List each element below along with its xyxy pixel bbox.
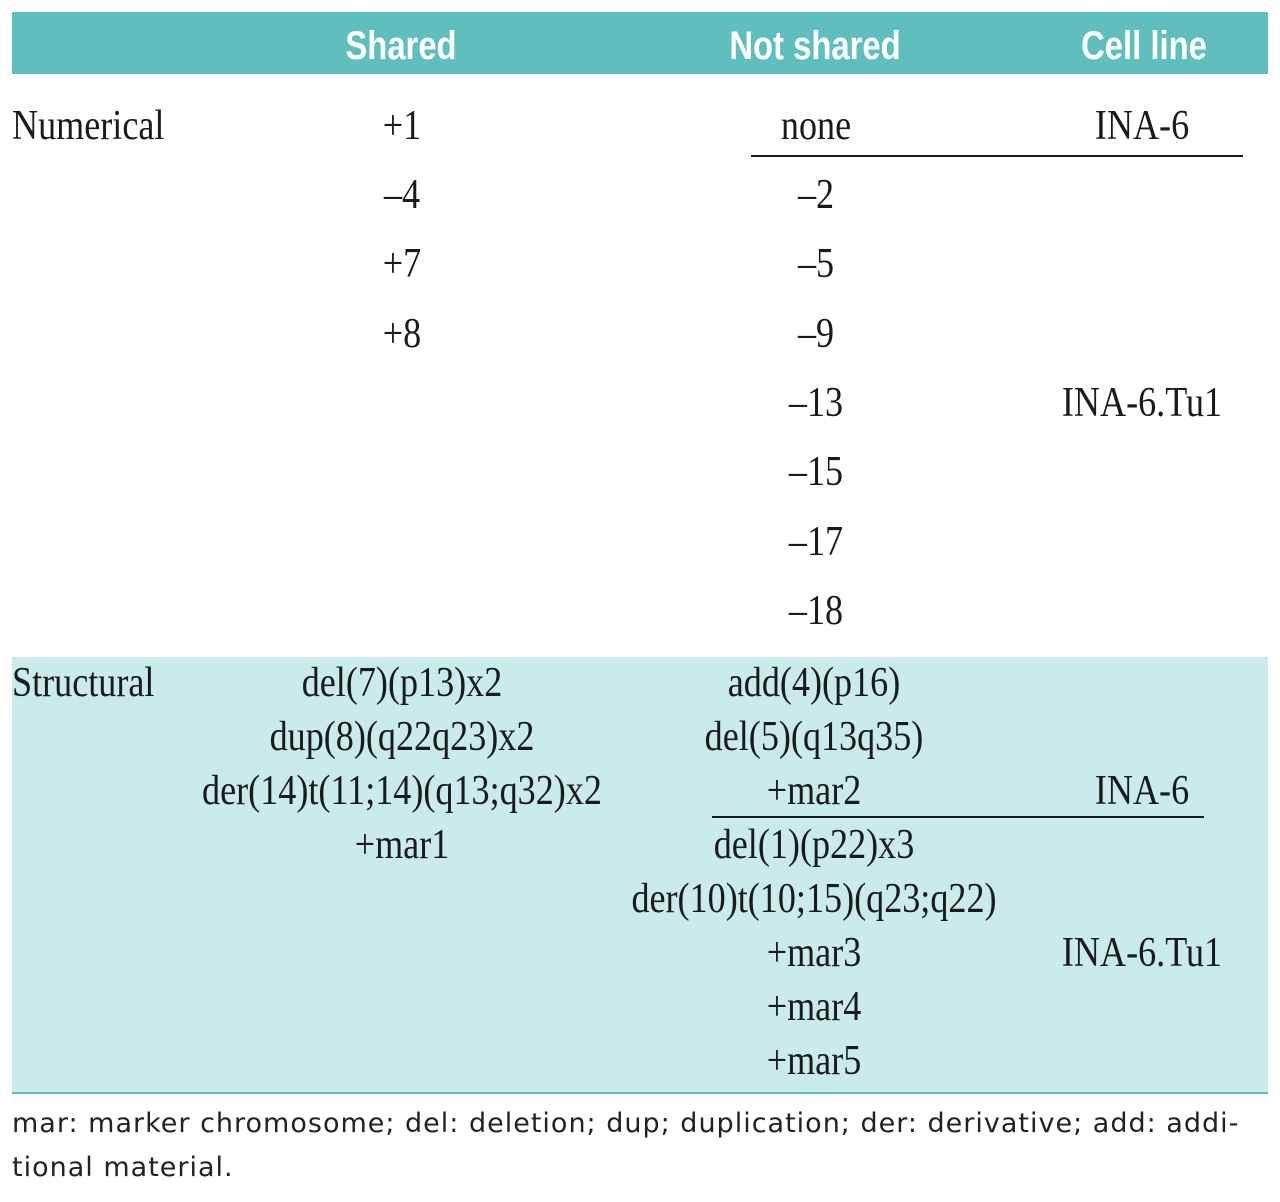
numerical-shared-item: +7: [382, 241, 422, 287]
numerical-not-shared-item: –18: [788, 588, 844, 634]
numerical-not-shared-item: –17: [788, 519, 844, 565]
numerical-shared-item: +8: [382, 311, 422, 357]
structural-not-shared-item: del(5)(q13q35): [704, 714, 924, 760]
numerical-not-shared-item: –2: [797, 172, 835, 218]
numerical-not-shared-item: –13: [788, 380, 844, 426]
numerical-cell-line: INA-6.Tu1: [1061, 380, 1223, 426]
structural-not-shared-item: add(4)(p16): [727, 660, 901, 706]
structural-shared-item: +mar1: [354, 822, 450, 868]
table-bottom-rule: [12, 1092, 1268, 1094]
numerical-divider-rule: [751, 155, 1243, 157]
numerical-shared-item: –4: [383, 172, 421, 218]
numerical-not-shared-item: –15: [788, 449, 844, 495]
header-not-shared: Not shared: [729, 24, 901, 68]
numerical-not-shared-item: none: [780, 103, 852, 149]
structural-not-shared-item: +mar2: [766, 768, 862, 814]
numerical-not-shared-item: –9: [797, 311, 835, 357]
structural-shared-item: dup(8)(q22q23)x2: [269, 714, 535, 760]
header-shared: Shared: [345, 24, 457, 68]
structural-shared-item: del(7)(p13)x2: [301, 660, 503, 706]
structural-not-shared-item: +mar4: [766, 984, 862, 1030]
structural-cell-line: INA-6.Tu1: [1061, 930, 1223, 976]
numerical-shared-item: +1: [382, 103, 422, 149]
structural-divider-rule: [712, 816, 1204, 818]
numerical-label: Numerical: [12, 103, 165, 149]
numerical-not-shared-item: –5: [797, 241, 835, 287]
footnote-line-2: tional material.: [12, 1152, 234, 1183]
structural-not-shared-item: +mar5: [766, 1038, 862, 1084]
numerical-cell-line: INA-6: [1094, 103, 1190, 149]
structural-not-shared-item: +mar3: [766, 930, 862, 976]
structural-cell-line: INA-6: [1094, 768, 1190, 814]
footnote-line-1: mar: marker chromosome; del: deletion; dup; duplication; der: derivative; add: addi-: [12, 1108, 1240, 1139]
header-cell-line: Cell line: [1081, 24, 1207, 68]
structural-label: Structural: [12, 660, 155, 706]
structural-not-shared-item: der(10)t(10;15)(q23;q22): [631, 876, 997, 922]
table-header: [12, 12, 1268, 74]
structural-shared-item: der(14)t(11;14)(q13;q32)x2: [202, 768, 602, 814]
structural-not-shared-item: del(1)(p22)x3: [713, 822, 915, 868]
